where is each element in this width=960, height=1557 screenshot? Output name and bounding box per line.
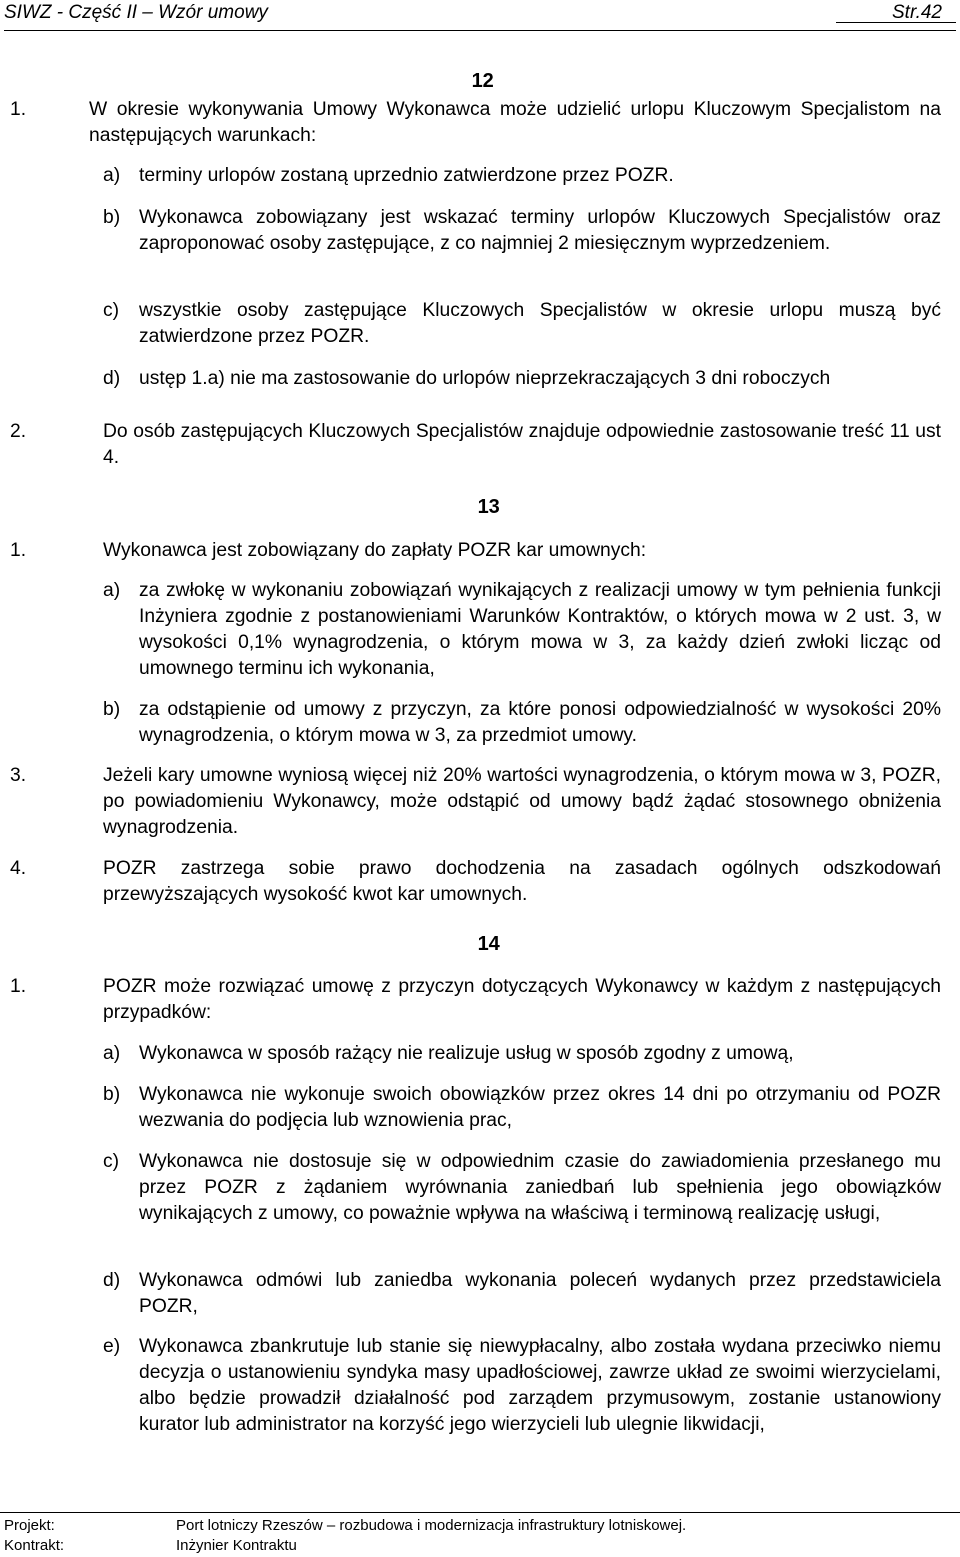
paragraph: Wykonawca zbankrutuje lub stanie się niewypłacalny, albo została wydana przeciwko niemu decyzja o ustanowieniu syndyka masy upadłościowej, zawrze układ ze swoimi wierzycielami, albo będzie prowadził działalność pod zarządem przymusowym, zostanie ustanowiony kurator lub administrator na korzyść jego wierzycieli lub ulegnie likwidacji, (139, 1336, 941, 1435)
footer-project-label: Projekt: (4, 1517, 55, 1534)
page-footer (0, 1512, 960, 1554)
paragraph: Wykonawca nie dostosuje się w odpowiednim czasie do zawiadomienia przesłanego mu przez POZR z żądaniem wyrównania zaniedbań lub spełnienia jego obowiązków wynikających z umowy, co poważnie wpływa na właściwą i terminową realizację usługi, (139, 1151, 941, 1224)
paragraph: W okresie wykonywania Umowy Wykonawca może udzielić urlopu Kluczowym Specjalistom na następujących warunkach: (89, 99, 941, 146)
paragraph: Jeżeli kary umowne wyniosą więcej niż 20% wartości wynagrodzenia, o którym mowa w 3, POZR, po powiadomieniu Wykonawcy, może odstąpić od umowy bądź żądać stosownego obniżenia wynagrodzenia. (103, 765, 941, 838)
list-number: 1. (10, 540, 27, 561)
footer-project-value: Port lotniczy Rzeszów – rozbudowa i modernizacja infrastruktury lotniskowej. (176, 1517, 687, 1534)
footer-contract-value: Inżynier Kontraktu (176, 1537, 297, 1554)
section-heading-14: 14 (477, 933, 500, 955)
section-heading-12: 12 (471, 70, 494, 92)
list-number: 2. (10, 421, 27, 442)
list-letter: d) (103, 368, 121, 389)
paragraph: Wykonawca odmówi lub zaniedba wykonania poleceń wydanych przez przedstawiciela POZR, (139, 1270, 941, 1317)
page-number: Str.42 (892, 2, 942, 23)
paragraph: POZR zastrzega sobie prawo dochodzenia na zasadach ogólnych odszkodowań przewyższających wysokość kwot kar umownych. (103, 858, 941, 905)
list-letter: e) (103, 1336, 121, 1357)
paragraph: ustęp 1.a) nie ma zastosowanie do urlopów nieprzekraczających 3 dni roboczych (139, 368, 831, 389)
list-letter: c) (103, 300, 120, 321)
list-letter: c) (103, 1151, 120, 1172)
list-number: 1. (10, 976, 27, 997)
paragraph: Do osób zastępujących Kluczowych Specjalistów znajduje odpowiednie zastosowanie treść 11 ust 4. (103, 421, 941, 468)
paragraph: terminy urlopów zostaną uprzednio zatwierdzone przez POZR. (139, 165, 674, 186)
list-number: 4. (10, 858, 27, 879)
footer-contract-label: Kontrakt: (4, 1537, 65, 1554)
paragraph: za zwłokę w wykonaniu zobowiązań wynikających z realizacji umowy w tym pełnienia funkcji Inżyniera zgodnie z postanowieniami Warunków Kontraktów, o których mowa w 2 ust. 3, w wysokości 0,1% wynagrodzenia, o którym mowa w 3, za każdy dzień zwłoki licząc od umownego terminu ich wykonania, (139, 580, 941, 679)
page-number-underline (836, 22, 956, 23)
paragraph: Wykonawca w sposób rażący nie realizuje usług w sposób zgodny z umową, (139, 1043, 794, 1064)
paragraph: za odstąpienie od umowy z przyczyn, za które ponosi odpowiedzialność w wysokości 20% wynagrodzenia, o którym mowa w 3, za przedmiot umowy. (139, 699, 941, 746)
page-header (4, 0, 956, 31)
list-letter: a) (103, 580, 121, 601)
list-letter: b) (103, 1084, 121, 1105)
list-letter: a) (103, 165, 121, 186)
list-letter: d) (103, 1270, 121, 1291)
section-heading-13: 13 (477, 496, 500, 518)
list-letter: b) (103, 699, 121, 720)
paragraph: wszystkie osoby zastępujące Kluczowych Specjalistów w okresie urlopu muszą być zatwierdzone przez POZR. (139, 300, 941, 347)
paragraph: Wykonawca zobowiązany jest wskazać terminy urlopów Kluczowych Specjalistów oraz zaproponować osoby zastępujące, z co najmniej 2 miesięcznym wyprzedzeniem. (139, 207, 941, 254)
list-number: 3. (10, 765, 27, 786)
paragraph: Wykonawca nie wykonuje swoich obowiązków przez okres 14 dni po otrzymaniu od POZR wezwania do podjęcia lub wznowienia prac, (139, 1084, 941, 1131)
paragraph: Wykonawca jest zobowiązany do zapłaty POZR kar umownych: (103, 540, 647, 561)
paragraph: POZR może rozwiązać umowę z przyczyn dotyczących Wykonawcy w każdym z następujących przypadków: (103, 976, 941, 1023)
document-title: SIWZ - Część II – Wzór umowy (4, 2, 268, 23)
list-number: 1. (10, 99, 27, 120)
list-letter: a) (103, 1043, 121, 1064)
list-letter: b) (103, 207, 121, 228)
